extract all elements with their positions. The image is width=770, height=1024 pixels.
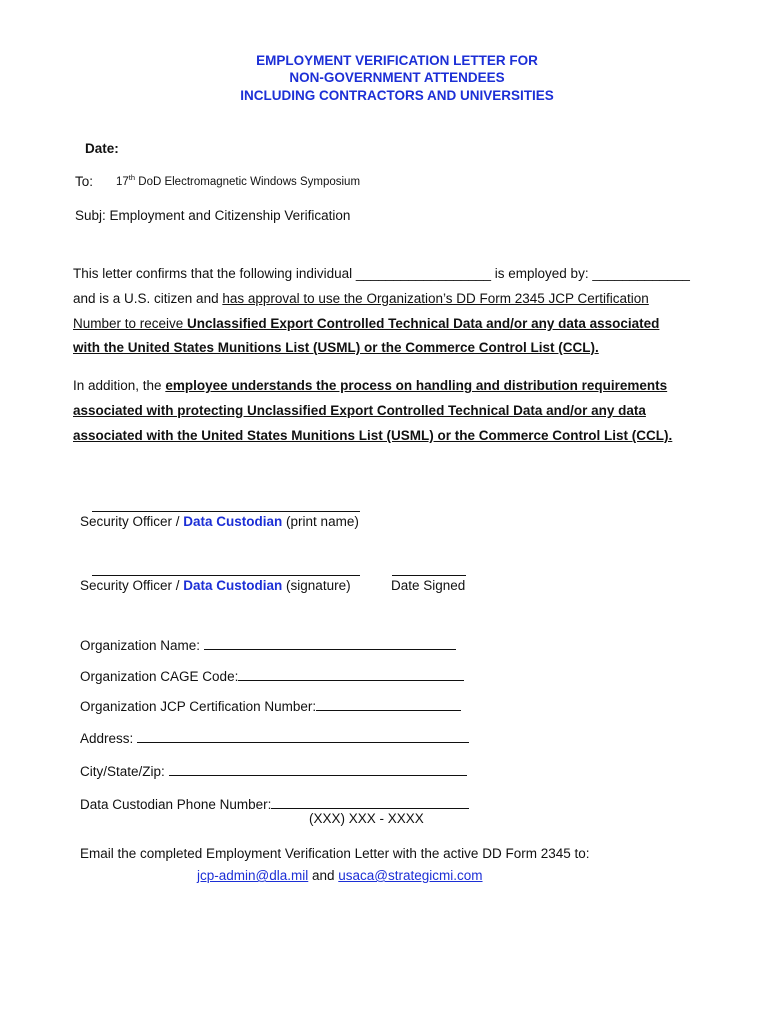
usaca-email-link[interactable]: usaca@strategicmi.com	[338, 868, 483, 883]
p1-text-2: and is a U.S. citizen and	[73, 291, 223, 306]
org-jcp-label: Organization JCP Certification Number:	[80, 699, 317, 714]
p1-underlined-3: Number to receive	[73, 316, 188, 331]
org-cage-field[interactable]	[80, 667, 464, 684]
org-name-field[interactable]	[80, 636, 456, 653]
sig-prefix: Security Officer /	[80, 578, 184, 593]
paragraph-1-line-1	[73, 266, 690, 281]
data-custodian-label-2: Data Custodian	[183, 578, 283, 593]
to-number: 17	[116, 176, 129, 188]
letter-title-line-2: NON-GOVERNMENT ATTENDEES	[289, 70, 505, 85]
p1-bold-underlined-3: Unclassified Export Controlled Technical Data and/or any data associated	[187, 316, 660, 331]
date-signed-caption: Date Signed	[391, 578, 466, 593]
city-state-zip-field[interactable]	[80, 762, 467, 779]
signature-line[interactable]	[92, 575, 360, 576]
org-cage-label: Organization CAGE Code:	[80, 669, 239, 684]
address-line[interactable]	[137, 729, 469, 743]
to-superscript: th	[128, 173, 136, 183]
email-and: and	[308, 868, 339, 883]
p2-text: In addition, the	[73, 378, 166, 393]
phone-label: Data Custodian Phone Number:	[80, 797, 272, 812]
date-label: Date:	[85, 141, 119, 156]
print-name-line[interactable]	[92, 511, 360, 512]
p2-bold-underlined-1: employee understands the process on handling and distribution requirements	[165, 378, 668, 393]
letter-title-line-3: INCLUDING CONTRACTORS AND UNIVERSITIES	[240, 88, 554, 103]
city-state-zip-label: City/State/Zip:	[80, 764, 169, 779]
phone-format-hint: (XXX) XXX - XXXX	[309, 811, 424, 826]
phone-line[interactable]	[271, 795, 469, 809]
letter-title-line-1: EMPLOYMENT VERIFICATION LETTER FOR	[256, 53, 538, 68]
email-instruction: Email the completed Employment Verification Letter with the active DD Form 2345 to:	[80, 846, 590, 861]
print-name-caption	[80, 514, 359, 529]
sig-suffix: (signature)	[282, 578, 351, 593]
jcp-admin-email-link[interactable]: jcp-admin@dla.mil	[197, 868, 309, 883]
subject-line: Subj: Employment and Citizenship Verification	[75, 208, 351, 223]
p1-text: This letter confirms that the following individual __________________ is employed by:	[73, 266, 593, 281]
to-event: DoD Electromagnetic Windows Symposium	[135, 176, 361, 188]
employer-blank: _____________	[592, 266, 690, 281]
p1-underlined-2: has approval to use the Organization’s DD Form 2345 JCP Certification	[222, 291, 649, 306]
paragraph-1-line-2	[73, 291, 649, 306]
city-state-zip-line[interactable]	[169, 762, 467, 776]
print-prefix: Security Officer /	[80, 514, 184, 529]
to-recipient	[116, 173, 361, 188]
org-jcp-line[interactable]	[316, 697, 461, 711]
org-cage-line[interactable]	[238, 667, 464, 681]
paragraph-1-line-3	[73, 316, 659, 331]
org-name-line[interactable]	[204, 636, 456, 650]
org-name-label: Organization Name:	[80, 638, 204, 653]
date-signed-line[interactable]	[392, 575, 466, 576]
paragraph-2-line-3: associated with the United States Munitions List (USML) or the Commerce Control List (CCL).	[73, 428, 673, 443]
data-custodian-label: Data Custodian	[183, 514, 283, 529]
paragraph-1-line-4: with the United States Munitions List (USML) or the Commerce Control List (CCL).	[73, 340, 599, 355]
org-jcp-field[interactable]	[80, 697, 461, 714]
address-field[interactable]	[80, 729, 469, 746]
phone-field[interactable]	[80, 795, 469, 812]
address-label: Address:	[80, 731, 138, 746]
signature-caption	[80, 578, 351, 593]
email-addresses	[197, 868, 483, 883]
paragraph-2-line-1	[73, 378, 667, 393]
paragraph-2-line-2: associated with protecting Unclassified Export Controlled Technical Data and/or any data	[73, 403, 646, 418]
to-label: To:	[75, 174, 94, 189]
print-suffix: (print name)	[282, 514, 359, 529]
